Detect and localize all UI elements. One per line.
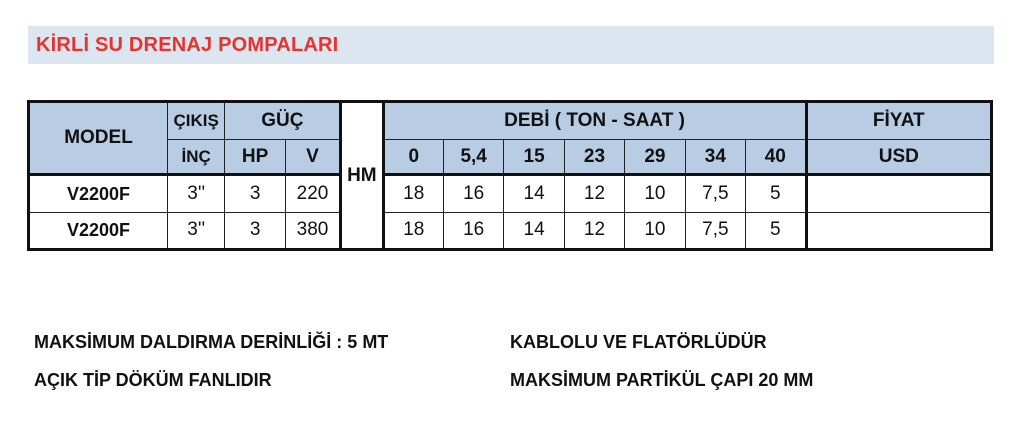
cell-hm: 12 bbox=[564, 212, 624, 249]
cell-price bbox=[806, 212, 991, 249]
header-cikis-unit: İNÇ bbox=[167, 140, 224, 175]
header-guc: GÜÇ bbox=[225, 102, 341, 140]
header-fiyat-unit: USD bbox=[806, 140, 991, 175]
pump-price-table bbox=[27, 100, 993, 251]
cell-model: V2200F bbox=[29, 175, 168, 212]
header-row-1 bbox=[29, 102, 992, 140]
header-v: V bbox=[285, 140, 340, 175]
debi-value: 0 bbox=[383, 140, 443, 175]
cell-hm: 12 bbox=[564, 175, 624, 212]
cell-hm: 14 bbox=[504, 175, 564, 212]
title-bar bbox=[28, 26, 994, 64]
cell-hm: 5 bbox=[746, 175, 807, 212]
cell-hm: 14 bbox=[504, 212, 564, 249]
cell-hm: 10 bbox=[625, 212, 685, 249]
cell-hp: 3 bbox=[225, 175, 285, 212]
cell-model: V2200F bbox=[29, 212, 168, 249]
cell-hm: 16 bbox=[443, 212, 503, 249]
cell-hp: 3 bbox=[225, 212, 285, 249]
cell-hm: 10 bbox=[625, 175, 685, 212]
cell-hm: 18 bbox=[383, 212, 443, 249]
cell-hm: 7,5 bbox=[685, 212, 745, 249]
cell-cikis: 3'' bbox=[167, 212, 224, 249]
header-cikis: ÇIKIŞ bbox=[167, 102, 224, 140]
cell-v: 220 bbox=[285, 175, 340, 212]
table-row bbox=[29, 212, 992, 249]
debi-value: 34 bbox=[685, 140, 745, 175]
note-cable-float: KABLOLU VE FLATÖRLÜDÜR bbox=[510, 332, 767, 352]
header-debi: DEBİ ( TON - SAAT ) bbox=[383, 102, 806, 140]
header-fiyat: FİYAT bbox=[806, 102, 991, 140]
header-model: MODEL bbox=[29, 102, 168, 175]
table-row bbox=[29, 175, 992, 212]
debi-value: 5,4 bbox=[443, 140, 503, 175]
cell-v: 380 bbox=[285, 212, 340, 249]
cell-cikis: 3'' bbox=[167, 175, 224, 212]
cell-price bbox=[806, 175, 991, 212]
header-hm: HM bbox=[341, 102, 383, 250]
cell-hm: 7,5 bbox=[685, 175, 745, 212]
debi-value: 15 bbox=[504, 140, 564, 175]
cell-hm: 5 bbox=[746, 212, 807, 249]
debi-value: 23 bbox=[564, 140, 624, 175]
note-impeller: AÇIK TİP DÖKÜM FANLIDIR bbox=[34, 370, 272, 390]
header-hp: HP bbox=[225, 140, 285, 175]
note-max-depth: MAKSİMUM DALDIRMA DERİNLİĞİ : 5 MT bbox=[34, 332, 389, 352]
cell-hm: 16 bbox=[443, 175, 503, 212]
note-max-particle: MAKSİMUM PARTİKÜL ÇAPI 20 MM bbox=[510, 370, 814, 390]
page-title: KİRLİ SU DRENAJ POMPALARI bbox=[36, 33, 339, 56]
debi-value: 29 bbox=[625, 140, 685, 175]
cell-hm: 18 bbox=[383, 175, 443, 212]
debi-value: 40 bbox=[746, 140, 807, 175]
header-row-2 bbox=[29, 140, 992, 175]
